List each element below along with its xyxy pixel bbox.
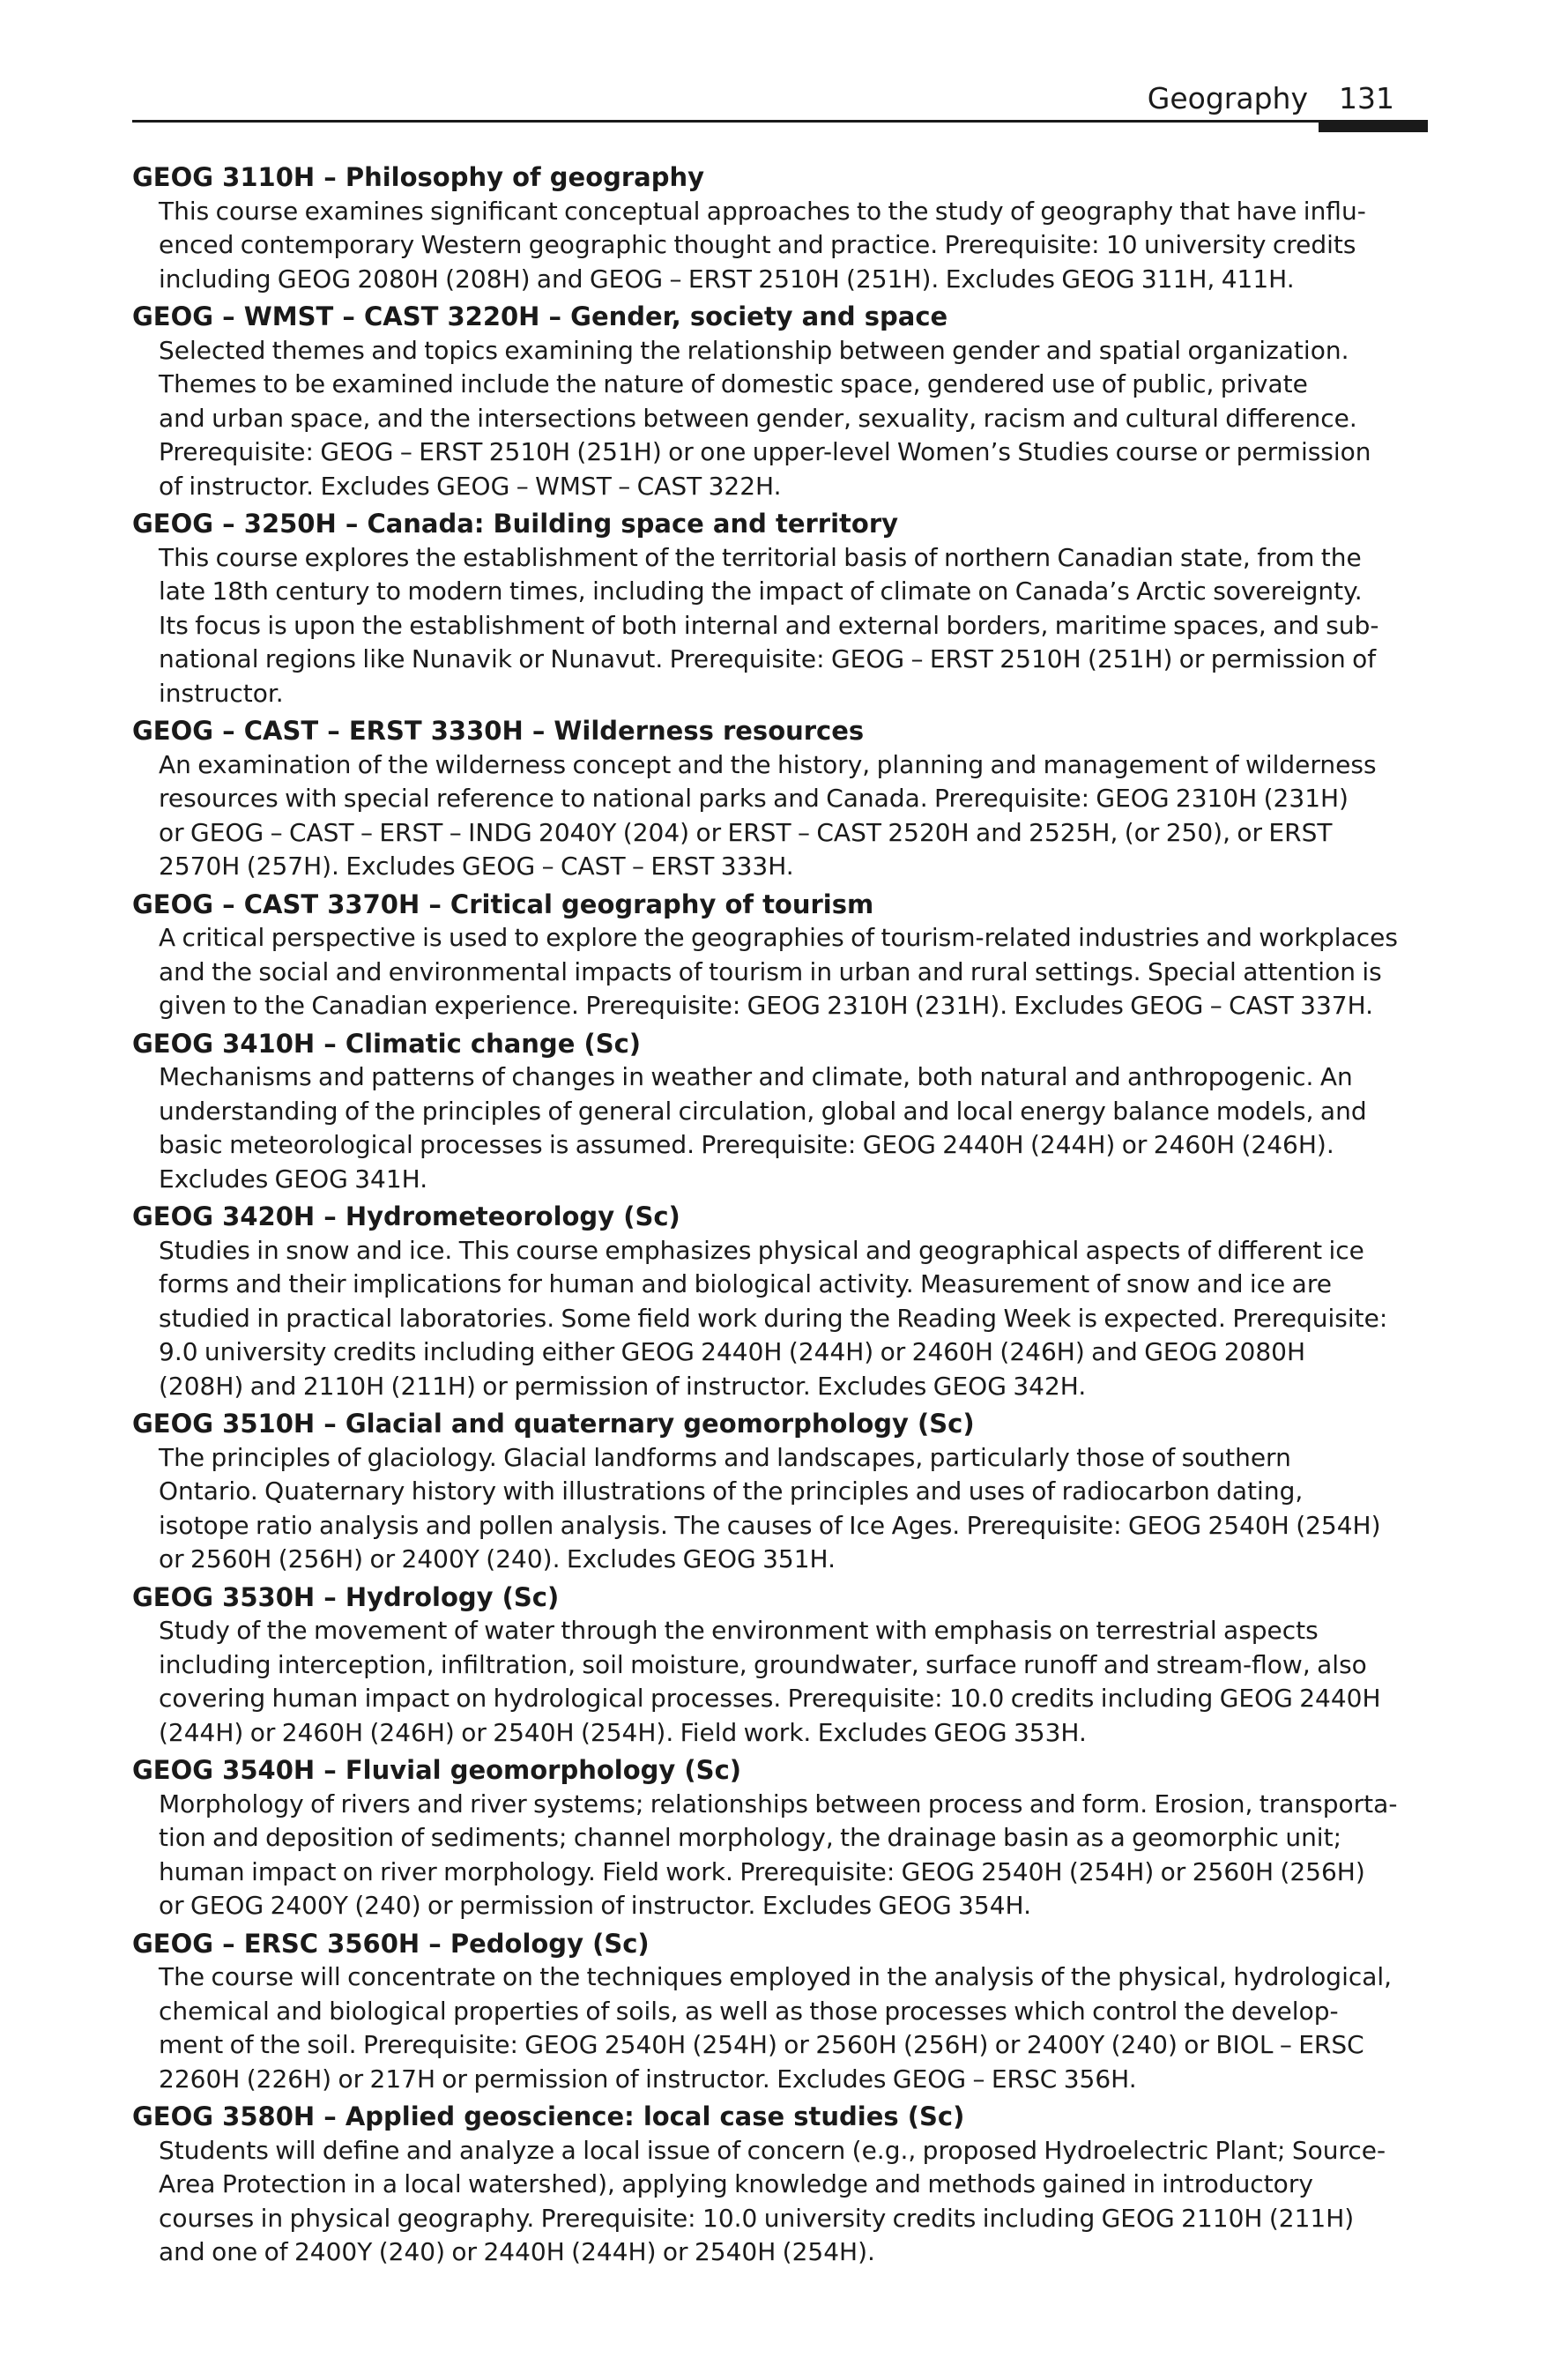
running-header-section: Geography [1147,81,1308,115]
course-description [132,541,1423,711]
course-description-line: An examination of the wilderness concept and the history, planning and management of wilderness [159,749,1377,779]
course-description-line: ment of the soil. Prerequisite: GEOG 2540H (254H) or 2560H (256H) or 2400Y (240) or BIOL – ERSC [159,2030,1364,2059]
course-description-line: isotope ratio analysis and pollen analysis. The causes of Ice Ages. Prerequisite: GEOG 2540H (254H) [159,1510,1381,1540]
course-title: GEOG 3540H – Fluvial geomorphology (Sc) [132,1755,742,1785]
course-description-line: tion and deposition of sediments; channel morphology, the drainage basin as a geomorphic unit; [159,1823,1341,1852]
course-title: GEOG – CAST – ERST 3330H – Wilderness resources [132,716,865,746]
course-entry [132,300,1423,503]
course-description-line: or GEOG 2400Y (240) or permission of instructor. Excludes GEOG 354H. [159,1891,1031,1920]
course-entry [132,1027,1423,1197]
course-description [132,921,1423,1023]
course-list [132,160,1423,2273]
course-description-line: forms and their implications for human and biological activity. Measurement of snow and ice are [159,1269,1332,1298]
course-description-line: A critical perspective is used to explore the geographies of tourism-related industries and workplaces [159,923,1398,952]
course-description [132,1060,1423,1196]
course-description-line: national regions like Nunavik or Nunavut. Prerequisite: GEOG – ERST 2510H (251H) or permission of [159,644,1377,673]
course-description-line: 9.0 university credits including either GEOG 2440H (244H) or 2460H (246H) and GEOG 2080H [159,1337,1306,1366]
course-description-line: understanding of the principles of general circulation, global and local energy balance models, and [159,1096,1367,1126]
course-description [132,334,1423,504]
course-description [132,1788,1423,1923]
course-description-line: studied in practical laboratories. Some field work during the Reading Week is expected. Prerequisite: [159,1303,1388,1333]
course-entry [132,1927,1423,2097]
course-description-line: covering human impact on hydrological processes. Prerequisite: 10.0 credits including GEOG 2440H [159,1684,1381,1713]
course-entry [132,1580,1423,1751]
header-tab-bar [1319,120,1428,132]
course-description [132,1614,1423,1750]
course-description-line: and urban space, and the intersections between gender, sexuality, racism and cultural difference. [159,403,1357,433]
course-description-line: human impact on river morphology. Field work. Prerequisite: GEOG 2540H (254H) or 2560H (256H) [159,1856,1365,1886]
course-description-line: (208H) and 2110H (211H) or permission of instructor. Excludes GEOG 342H. [159,1371,1087,1401]
course-title: GEOG 3420H – Hydrometeorology (Sc) [132,1201,680,1231]
course-title: GEOG 3410H – Climatic change (Sc) [132,1028,642,1059]
course-description-line: including interception, infiltration, soil moisture, groundwater, surface runoff and stream-flow, also [159,1649,1367,1679]
course-description-line: This course examines significant conceptual approaches to the study of geography that have influ- [159,196,1366,226]
course-description-line: or 2560H (256H) or 2400Y (240). Excludes GEOG 351H. [159,1544,836,1573]
course-title: GEOG 3580H – Applied geoscience: local case studies (Sc) [132,2101,965,2131]
course-title: GEOG – ERSC 3560H – Pedology (Sc) [132,1928,650,1959]
course-entry [132,160,1423,296]
course-description-line: 2260H (226H) or 217H or permission of instructor. Excludes GEOG – ERSC 356H. [159,2064,1137,2094]
course-description-line: Excludes GEOG 341H. [159,1164,428,1194]
course-entry [132,1753,1423,1923]
course-title: GEOG 3530H – Hydrology (Sc) [132,1581,560,1612]
course-description [132,2134,1423,2270]
course-description-line: and one of 2400Y (240) or 2440H (244H) or 2540H (254H). [159,2237,875,2266]
course-description-line: Ontario. Quaternary history with illustrations of the principles and uses of radiocarbon dating, [159,1476,1304,1506]
course-description-line: chemical and biological properties of soils, as well as those processes which control the develop- [159,1996,1339,2026]
course-description-line: Study of the movement of water through the environment with emphasis on terrestrial aspects [159,1616,1319,1645]
page-header [132,81,1421,125]
course-description-line: Prerequisite: GEOG – ERST 2510H (251H) or one upper-level Women’s Studies course or permission [159,437,1371,466]
course-description-line: The course will concentrate on the techniques employed in the analysis of the physical, hydrological, [159,1962,1393,1991]
course-description-line: Themes to be examined include the nature of domestic space, gendered use of public, private [159,369,1308,398]
course-description-line: (244H) or 2460H (246H) or 2540H (254H). Field work. Excludes GEOG 353H. [159,1717,1087,1747]
course-description-line: of instructor. Excludes GEOG – WMST – CAST 322H. [159,471,782,501]
course-title: GEOG – CAST 3370H – Critical geography of tourism [132,889,874,919]
course-title: GEOG 3510H – Glacial and quaternary geomorphology (Sc) [132,1409,975,1439]
course-title: GEOG – WMST – CAST 3220H – Gender, society and space [132,301,948,331]
course-entry [132,888,1423,1023]
course-description-line: late 18th century to modern times, including the impact of climate on Canada’s Arctic sovereignty. [159,576,1363,606]
course-entry [132,1200,1423,1403]
course-description-line: including GEOG 2080H (208H) and GEOG – ERST 2510H (251H). Excludes GEOG 311H, 411H. [159,264,1295,294]
course-description [132,1960,1423,2096]
course-title: GEOG 3110H – Philosophy of geography [132,162,705,192]
course-description-line: Area Protection in a local watershed), applying knowledge and methods gained in introductory [159,2169,1313,2198]
course-entry [132,1407,1423,1577]
course-description [132,195,1423,297]
course-description-line: Its focus is upon the establishment of both internal and external borders, maritime spaces, and sub- [159,610,1379,640]
course-description-line: resources with special reference to national parks and Canada. Prerequisite: GEOG 2310H (231H) [159,784,1349,813]
course-description-line: and the social and environmental impacts of tourism in urban and rural settings. Special attention is [159,956,1382,986]
course-description-line: The principles of glaciology. Glacial landforms and landscapes, particularly those of southern [159,1442,1291,1472]
course-description-line: courses in physical geography. Prerequisite: 10.0 university credits including GEOG 2110H (211H) [159,2203,1355,2233]
page-number: 131 [1339,81,1394,115]
course-entry [132,2100,1423,2270]
course-description-line: given to the Canadian experience. Prerequisite: GEOG 2310H (231H). Excludes GEOG – CAST 337H. [159,991,1374,1020]
course-description-line: Studies in snow and ice. This course emphasizes physical and geographical aspects of different ice [159,1235,1364,1265]
course-description-line: or GEOG – CAST – ERST – INDG 2040Y (204) or ERST – CAST 2520H and 2525H, (or 250), or ERST [159,817,1333,847]
course-description-line: This course explores the establishment of the territorial basis of northern Canadian state, from the [159,542,1362,572]
course-description [132,748,1423,884]
course-title: GEOG – 3250H – Canada: Building space and territory [132,509,899,539]
header-rule [132,120,1421,123]
course-entry [132,507,1423,710]
course-description-line: basic meteorological processes is assumed. Prerequisite: GEOG 2440H (244H) or 2460H (246H). [159,1130,1334,1159]
course-description-line: instructor. [159,678,284,708]
course-description-line: 2570H (257H). Excludes GEOG – CAST – ERST 333H. [159,852,794,881]
course-description [132,1234,1423,1404]
course-description-line: Mechanisms and patterns of changes in weather and climate, both natural and anthropogenic. An [159,1062,1353,1091]
course-description-line: enced contemporary Western geographic thought and practice. Prerequisite: 10 university credits [159,230,1356,259]
course-description [132,1441,1423,1577]
course-description-line: Selected themes and topics examining the relationship between gender and spatial organization. [159,335,1349,365]
course-description-line: Students will define and analyze a local issue of concern (e.g., proposed Hydroelectric Plant; Source- [159,2135,1386,2165]
course-entry [132,714,1423,884]
course-description-line: Morphology of rivers and river systems; relationships between process and form. Erosion, transporta- [159,1789,1398,1818]
